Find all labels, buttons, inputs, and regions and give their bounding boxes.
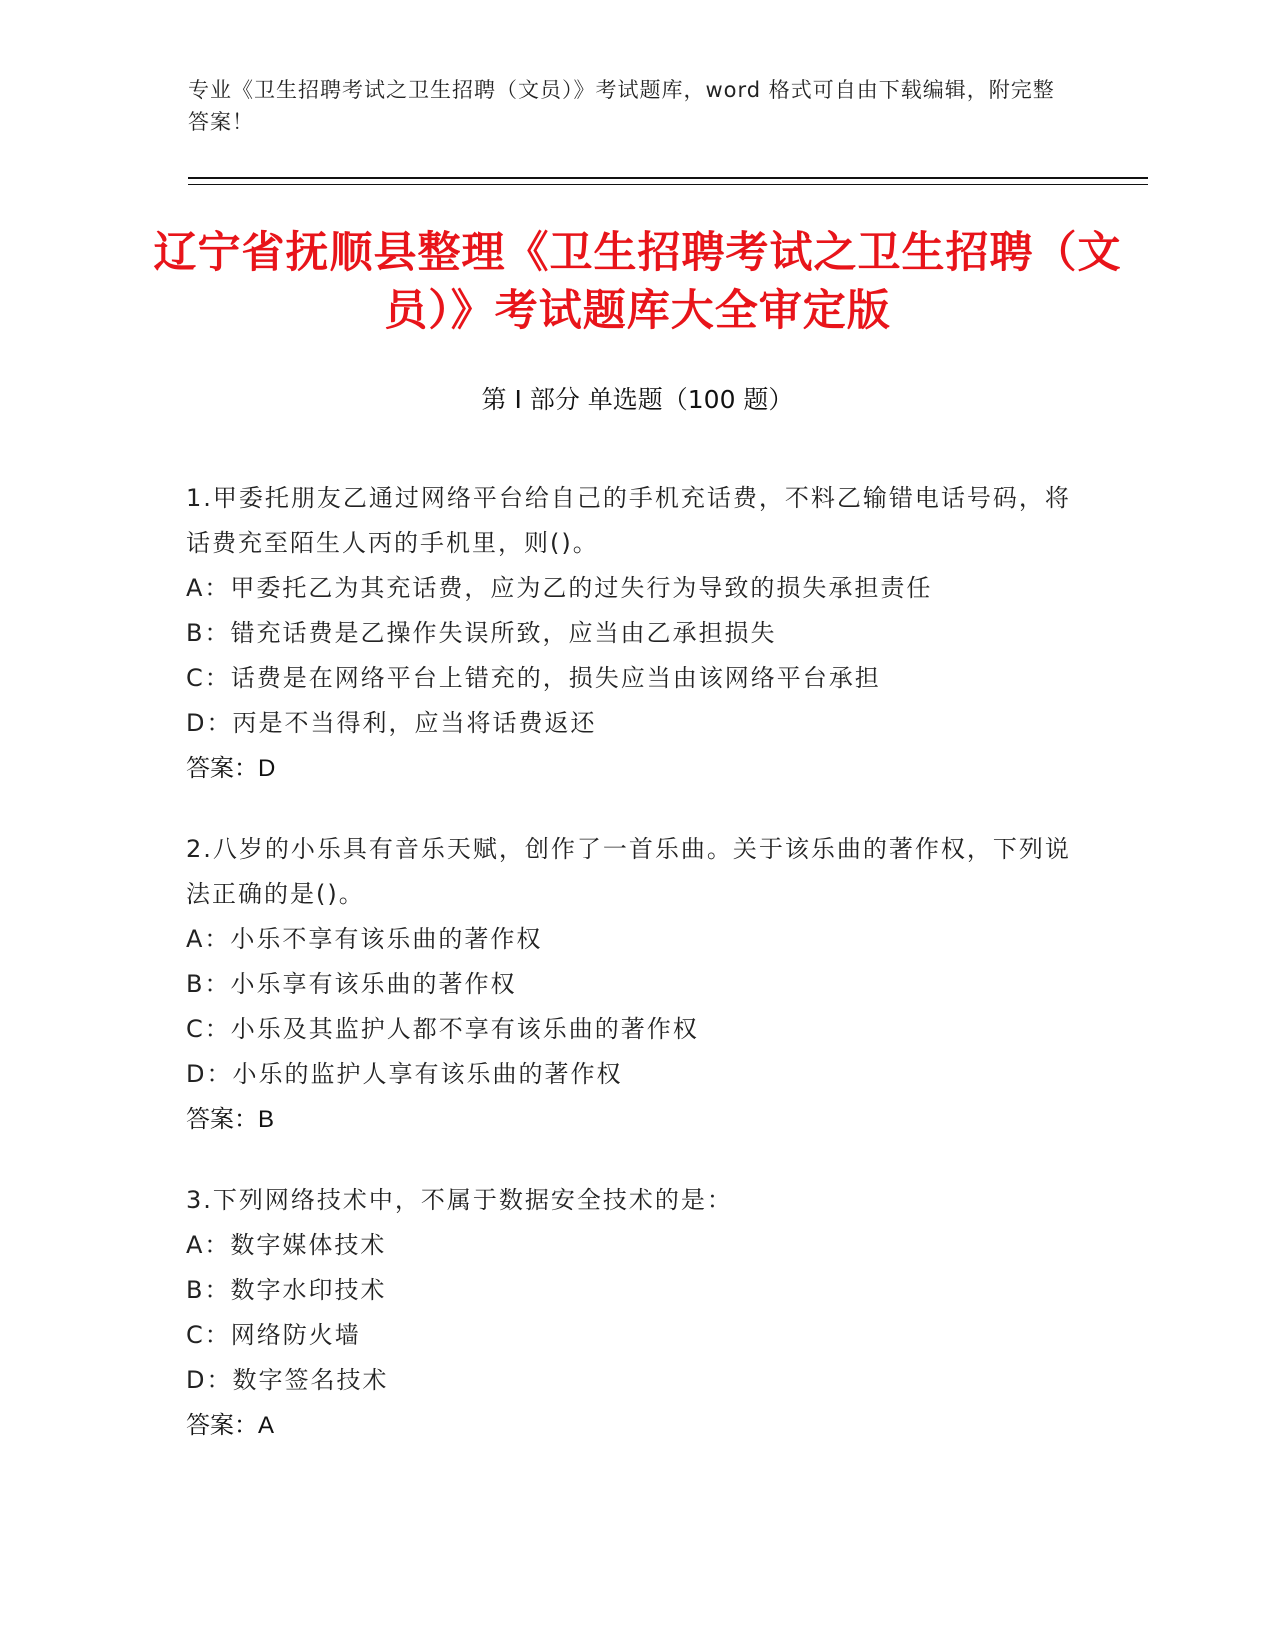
question-stem: 1.甲委托朋友乙通过网络平台给自己的手机充话费，不料乙输错电话号码，将话费充至陌生人丙的手机里，则()。 [186,484,1071,557]
document-title: 辽宁省抚顺县整理《卫生招聘考试之卫生招聘（文员）》考试题库大全审定版 [153,228,1122,336]
question-2 [186,827,1076,1142]
header-note: 专业《卫生招聘考试之卫生招聘（文员）》考试题库，word 格式可自由下载编辑，附完整答案！ [188,78,1055,134]
question-3 [186,1178,1076,1448]
question-stem: 3.下列网络技术中，不属于数据安全技术的是： [186,1186,733,1214]
answer: 答案：B [186,1106,275,1133]
option-d: D：数字签名技术 [186,1366,389,1394]
question-stem: 2.八岁的小乐具有音乐天赋，创作了一首乐曲。关于该乐曲的著作权，下列说法正确的是()。 [186,835,1071,908]
option-b: B：小乐享有该乐曲的著作权 [186,970,517,998]
option-b: B：错充话费是乙操作失误所致，应当由乙承担损失 [186,619,777,647]
question-1 [186,476,1076,791]
option-c: C：话费是在网络平台上错充的，损失应当由该网络平台承担 [186,664,881,692]
answer: 答案：A [186,1412,275,1439]
option-d: D：丙是不当得利，应当将话费返还 [186,709,597,737]
option-c: C：小乐及其监护人都不享有该乐曲的著作权 [186,1015,699,1043]
option-a: A：数字媒体技术 [186,1231,387,1259]
option-b: B：数字水印技术 [186,1276,387,1304]
option-c: C：网络防火墙 [186,1321,361,1349]
question-list [186,476,1076,1484]
header-divider-thin [188,184,1148,185]
option-a: A：小乐不享有该乐曲的著作权 [186,925,543,953]
option-a: A：甲委托乙为其充话费，应为乙的过失行为导致的损失承担责任 [186,574,933,602]
option-d: D：小乐的监护人享有该乐曲的著作权 [186,1060,623,1088]
section-title: 第 I 部分 单选题（100 题） [481,385,794,414]
header-divider-thick [188,177,1148,179]
answer: 答案：D [186,755,276,782]
